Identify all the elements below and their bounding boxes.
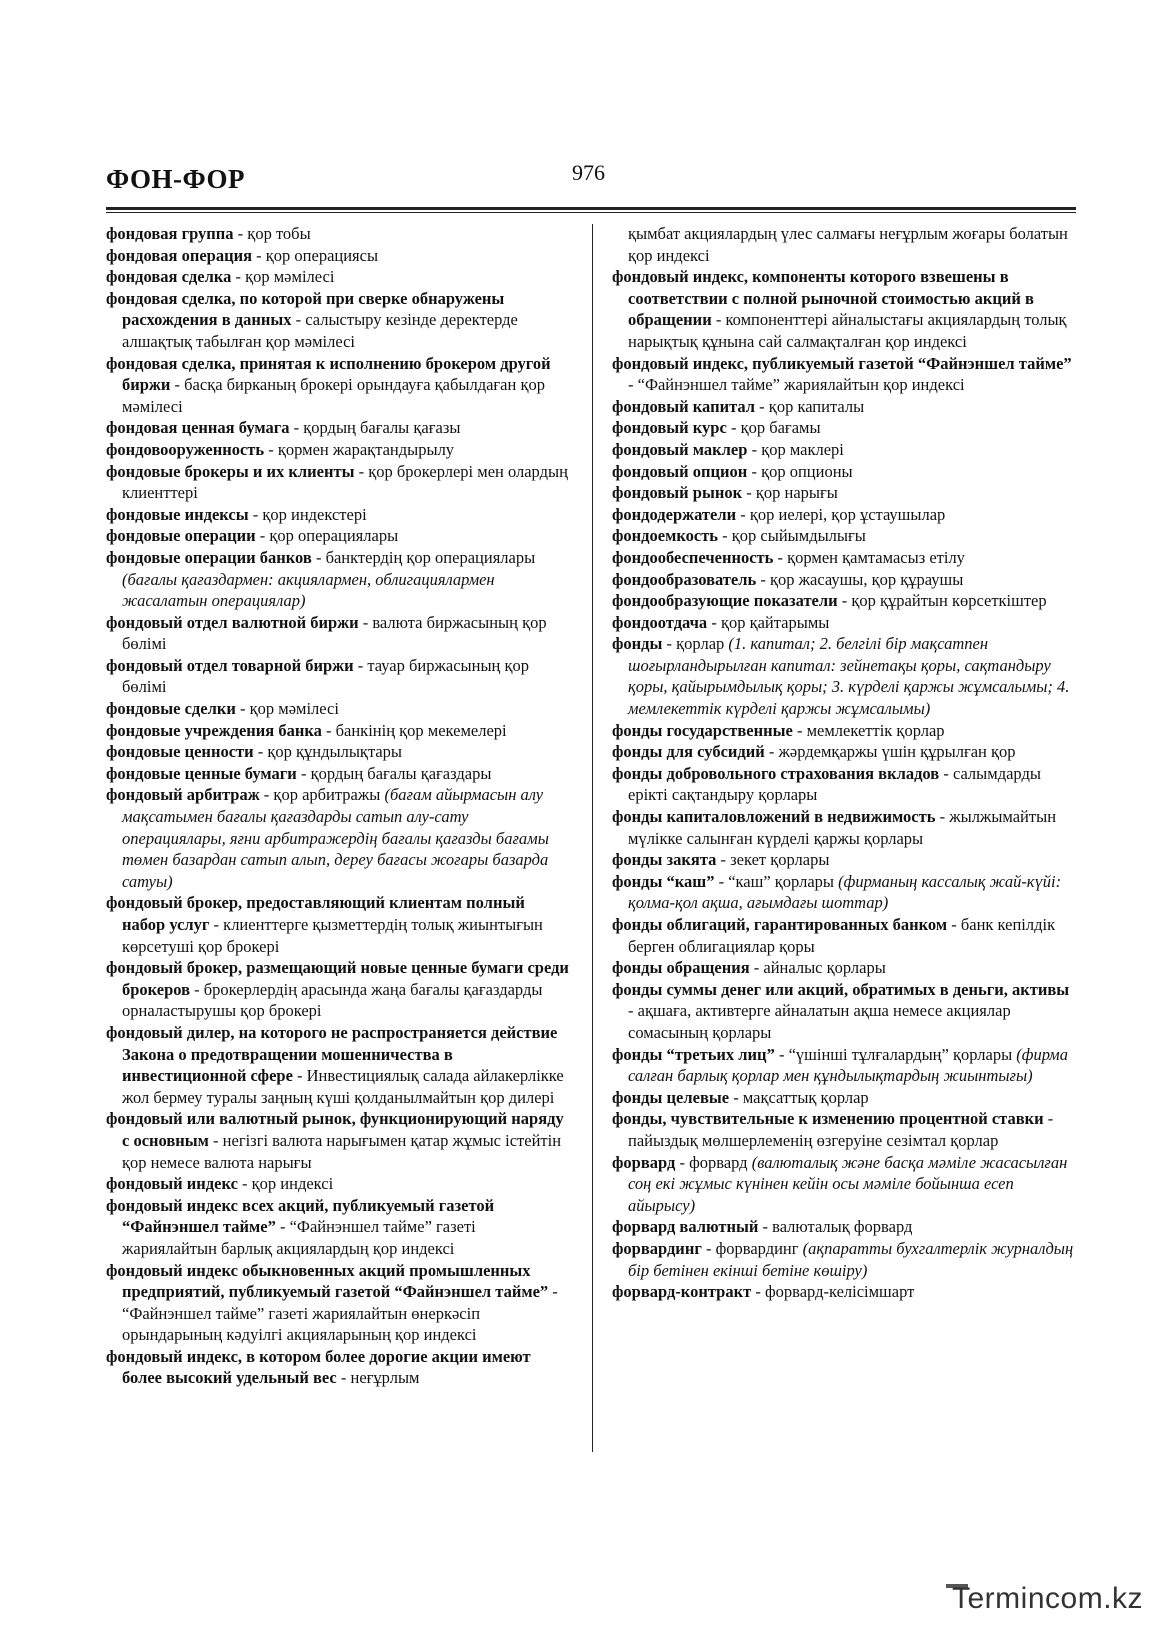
entry-definition: қор иелері, қор ұстаушылар xyxy=(749,504,946,524)
entry-definition: қор бағамы xyxy=(740,418,821,438)
dictionary-entry xyxy=(612,1238,1076,1281)
entry-term: фонды для субсидий xyxy=(612,742,765,762)
dictionary-entry xyxy=(612,482,1076,504)
dictionary-entry xyxy=(106,1260,572,1346)
entry-separator: - xyxy=(947,915,961,934)
entry-term: фондовый рынок xyxy=(612,483,743,503)
entry-definition: қор тобы xyxy=(247,224,311,243)
entry-definition: валюталық форвард xyxy=(772,1217,913,1237)
dictionary-entry xyxy=(106,353,572,418)
dictionary-entry xyxy=(612,590,1076,612)
entry-definition: “Файнэншел тайме” газеті жариялайтын өнеркәсіп орындарының кәдуілгі акцияларының қор индексі xyxy=(122,1303,481,1345)
entry-definition: жәрдемқаржы үшін құрылған қор xyxy=(778,742,1016,762)
entry-term: фондовый индекс, публикуемый газетой “Файнэншел тайме” xyxy=(612,353,1072,373)
watermark-text: Termincom.kz xyxy=(952,1582,1144,1615)
entry-term: фонды xyxy=(612,634,663,654)
dictionary-entry xyxy=(612,957,1076,979)
entry-definition: қордың бағалы қағаздары xyxy=(310,763,492,783)
dictionary-entry xyxy=(106,655,572,698)
dictionary-entry xyxy=(612,1087,1076,1109)
entry-separator: - xyxy=(837,591,852,611)
entry-definition: форвард-келісімшарт xyxy=(764,1282,915,1302)
entry-separator: - xyxy=(358,612,373,632)
dictionary-entry xyxy=(612,806,1076,849)
entry-separator: - xyxy=(1043,1109,1054,1129)
entry-term: фондовые операции xyxy=(106,526,256,546)
dictionary-entry xyxy=(106,784,572,892)
entry-term: фондодержатели xyxy=(612,504,737,524)
entry-separator: - xyxy=(321,720,336,740)
entry-term: фонды закята xyxy=(612,850,717,870)
entry-term: фондообеспеченность xyxy=(612,547,774,567)
dictionary-entry xyxy=(106,223,572,245)
entry-term: форвардинг xyxy=(612,1238,702,1258)
entry-definition: қор нарығы xyxy=(755,483,838,503)
entry-definition: жылжымайтын мүлікке салынған күрделі қаржы қорлары xyxy=(628,807,1057,848)
entry-separator: - xyxy=(755,396,769,416)
entry-separator: - xyxy=(701,1238,716,1258)
entry-separator: - xyxy=(726,418,741,438)
entry-separator: - xyxy=(170,375,185,395)
dictionary-entry xyxy=(106,1195,572,1260)
entry-separator: - xyxy=(628,375,638,395)
entry-definition: салымдарды ерікті сақтандыру қорлары xyxy=(628,763,1041,805)
entry-note: (фирманың кассалық жай-күйі: қолма-қол ақша, ағымдағы шоттар) xyxy=(628,871,1062,913)
entry-definition: “каш” қорлары xyxy=(728,871,834,891)
entry-term: фондовая сделка, принятая к исполнению брокером другой биржи xyxy=(106,353,551,395)
entry-term: фондовый индекс xyxy=(106,1174,238,1194)
entry-separator: - xyxy=(296,763,311,783)
entry-definition: банк кепілдік берген облигациялар қоры xyxy=(628,915,1056,956)
entry-term: фондовый индекс, компоненты которого взвешены в соответствии с полной рыночной стоимостью акций в обращении xyxy=(612,267,1034,330)
entry-term: фондовые индексы xyxy=(106,504,249,524)
entry-term: фонды “третьих лиц” xyxy=(612,1044,775,1064)
entry-term: фонды государственные xyxy=(612,720,793,740)
entry-term: фонды добровольного страхования вкладов xyxy=(612,763,940,783)
entry-term: фондообразователь xyxy=(612,569,757,589)
entry-separator: - xyxy=(751,1282,765,1302)
header-rule-thin xyxy=(106,212,1076,213)
entry-separator: - xyxy=(354,461,369,481)
entry-term: фонды “каш” xyxy=(612,871,715,891)
entry-term: фондовый отдел товарной биржи xyxy=(106,655,354,675)
entry-term: фондовый маклер xyxy=(612,439,748,459)
page-header xyxy=(106,150,1076,212)
entry-definition: қор сыйымдылығы xyxy=(731,526,866,546)
dictionary-entry xyxy=(106,245,572,267)
entry-term: фондовые ценные бумаги xyxy=(106,763,297,783)
entry-term: фондовый индекс всех акций, публикуемый газетой “Файнэншел тайме” xyxy=(106,1195,495,1237)
entry-separator: - xyxy=(237,1174,252,1194)
entry-term: фондовая ценная бумага xyxy=(106,418,290,438)
dictionary-entry xyxy=(612,353,1076,396)
entry-definition: қор опционы xyxy=(761,461,853,481)
running-head: ФОН-ФОР xyxy=(106,164,246,194)
entry-term: фонды обращения xyxy=(612,958,750,978)
entry-separator: - xyxy=(662,634,677,654)
entry-note: (бағам айырмасын алу мақсатымен бағалы қағаздарды сатып алу-сату операциялары, яғни арбитражердің бағалы қағазды бағамы төмен базардан сатып алып, дереу бағасы жоғары базарда сатуы) xyxy=(122,785,549,891)
entry-definition: брокерлердің арасында жаңа бағалы қағаздарды орналастырушы қор брокері xyxy=(122,979,543,1021)
entry-term: фондоемкость xyxy=(612,526,719,546)
entry-definition: “Файнэншел тайме” жариялайтын қор индексі xyxy=(637,375,965,395)
dictionary-entry xyxy=(612,547,1076,569)
entry-definition: қор операциялары xyxy=(269,526,399,546)
dictionary-entry xyxy=(106,1108,572,1173)
entry-definition: негізгі валюта нарығымен қатар жұмыс істейтін қор немесе валюта нарығы xyxy=(122,1130,562,1172)
entry-separator: - xyxy=(231,267,246,287)
entry-definition: “үшінші тұлғалардың” қорлары xyxy=(788,1044,1013,1064)
left-column xyxy=(106,223,572,1389)
entry-term: фондовый опцион xyxy=(612,461,748,481)
dictionary-entry xyxy=(612,525,1076,547)
entry-separator: - xyxy=(764,742,779,762)
dictionary-entry xyxy=(612,979,1076,1044)
site-watermark xyxy=(946,1582,1146,1624)
entry-definition: қор арбитражы xyxy=(273,785,381,805)
entry-separator: - xyxy=(209,915,224,934)
dictionary-entry xyxy=(106,417,572,439)
entry-separator: - xyxy=(291,310,306,330)
entry-definition: қор брокерлері мен олардың клиенттері xyxy=(122,461,568,503)
entry-separator: - xyxy=(353,655,368,675)
entry-definition: қор құндылықтары xyxy=(267,742,403,762)
continued-entry xyxy=(612,223,1076,266)
entry-separator: - xyxy=(190,979,204,999)
entry-term: фонды, чувствительные к изменению процентной ставки xyxy=(612,1109,1044,1129)
entry-separator: - xyxy=(311,547,326,567)
entry-separator: - xyxy=(208,1130,223,1150)
dictionary-entry xyxy=(106,957,572,1022)
entry-term: фондовый курс xyxy=(612,418,727,438)
entry-definition: қор операциясы xyxy=(265,245,379,265)
entry-definition: салыстыру кезінде деректерде алшақтық табылған қор мәмілесі xyxy=(122,310,518,351)
entry-separator: - xyxy=(774,1044,789,1064)
entry-separator: - xyxy=(253,742,268,762)
entry-note: (валюталық және басқа мәміле жасасылған соң екі жұмыс күнінен кейін осы мәміле бойынша есеп айырысу) xyxy=(628,1152,1068,1215)
entry-definition: қор маклері xyxy=(761,439,844,459)
entry-term: фондовая сделка xyxy=(106,267,232,287)
entry-note: (ақпаратты бухгалтерлік журналдың бір бетінен екінші бетіне көшіру) xyxy=(628,1238,1074,1280)
entry-separator: - xyxy=(773,547,788,567)
dictionary-entry xyxy=(106,1346,572,1389)
entry-term: фондообразующие показатели xyxy=(612,591,838,611)
dictionary-entry xyxy=(612,612,1076,634)
entry-separator: - xyxy=(275,1217,290,1237)
entry-separator: - xyxy=(939,763,953,783)
dictionary-entry xyxy=(106,288,572,353)
entry-definition: ақшаға, активтерге айналатын ақша немесе акциялар сомасының қорлары xyxy=(628,1001,1011,1042)
entry-definition: банктердің қор операциялары xyxy=(325,547,536,567)
dictionary-entry xyxy=(612,569,1076,591)
entry-term: фондовый брокер, предоставляющий клиентам полный набор услуг xyxy=(106,893,525,934)
entry-separator: - xyxy=(747,461,762,481)
entry-separator: - xyxy=(675,1152,690,1172)
entry-definition: қор индексі xyxy=(251,1174,334,1194)
entry-term: фондовооруженность xyxy=(106,439,265,459)
entry-separator: - xyxy=(264,439,278,459)
dictionary-entry xyxy=(612,720,1076,742)
entry-term: фондовый капитал xyxy=(612,396,756,416)
entry-term: фондоотдача xyxy=(612,612,708,632)
dictionary-entry xyxy=(106,698,572,720)
dictionary-entry xyxy=(612,763,1076,806)
entry-term: фондовая группа xyxy=(106,224,234,243)
dictionary-entry xyxy=(612,1216,1076,1238)
entry-separator: - xyxy=(711,310,726,330)
page-number: 976 xyxy=(572,160,605,185)
entry-definition: айналыс қорлары xyxy=(763,958,886,978)
dictionary-entry xyxy=(612,1152,1076,1217)
entry-separator: - xyxy=(749,958,764,978)
entry-definition: форвард xyxy=(689,1152,748,1172)
entry-definition: қор мәмілесі xyxy=(249,699,339,719)
dictionary-entry xyxy=(612,461,1076,483)
entry-definition: неғұрлым xyxy=(350,1368,420,1388)
entry-term: фондовая сделка, по которой при сверке обнаружены расхождения в данных xyxy=(106,288,505,330)
dictionary-entry xyxy=(106,504,572,526)
entry-definition: қормен қамтамасыз етілу xyxy=(787,547,965,567)
column-divider xyxy=(592,224,593,1452)
entry-separator: - xyxy=(742,483,756,503)
entry-term: фондовые учреждения банка xyxy=(106,720,322,740)
entry-separator: - xyxy=(747,439,762,459)
entry-separator: - xyxy=(292,1066,307,1086)
entry-separator: - xyxy=(935,807,950,827)
entry-term: фондовый отдел валютной биржи xyxy=(106,612,359,632)
entry-separator: - xyxy=(758,1217,773,1237)
entry-term: фонды облигаций, гарантированных банком xyxy=(612,915,948,934)
entry-term: форвард-контракт xyxy=(612,1282,752,1302)
entry-separator: - xyxy=(548,1282,558,1302)
dictionary-entry xyxy=(106,1173,572,1195)
entry-definition: басқа бирканың брокері орындауға қабылдаған қор мәмілесі xyxy=(122,375,545,416)
dictionary-entry xyxy=(106,763,572,785)
dictionary-entry xyxy=(612,504,1076,526)
dictionary-entry xyxy=(106,439,572,461)
entry-separator: - xyxy=(792,720,807,740)
entry-definition: қор капиталы xyxy=(768,396,865,416)
dictionary-entry xyxy=(612,396,1076,418)
entry-separator: - xyxy=(718,526,732,546)
entry-term: фонды суммы денег или акций, обратимых в деньги, активы xyxy=(612,979,1070,999)
entry-term: фондовый или валютный рынок, функционирующий наряду с основным xyxy=(106,1109,564,1150)
dictionary-entry xyxy=(106,525,572,547)
dictionary-entry xyxy=(612,849,1076,871)
entry-definition: қор индекстері xyxy=(262,504,367,524)
entry-definition: қор жасаушы, қор құраушы xyxy=(769,569,964,589)
dictionary-entry xyxy=(612,266,1076,352)
entry-note: (1. капитал; 2. белгілі бір мақсатпен шоғырландырылған капитал: зейнетақы қоры, сақтандыру қоры, қайырымдылық қоры; 3. күрделі қаржы жұмсалымы; 4. мемлекеттік күрделі қаржы жұмсалымы) xyxy=(628,634,1070,719)
entry-definition: қормен жарақтандырылу xyxy=(277,439,455,459)
entry-definition: мемлекеттік қорлар xyxy=(806,720,945,740)
entry-term: фондовая операция xyxy=(106,245,253,265)
entry-definition: “Файнэншел тайме” газеті жариялайтын барлық акциялардың қор индексі xyxy=(122,1217,476,1258)
entry-definition: мақсаттық қорлар xyxy=(742,1087,869,1107)
entry-definition: тауар биржасының қор бөлімі xyxy=(122,655,529,697)
entry-term: форвард валютный xyxy=(612,1217,759,1237)
dictionary-entry xyxy=(612,871,1076,914)
dictionary-entry xyxy=(612,914,1076,957)
entry-definition: қор құрайтын көрсеткіштер xyxy=(851,591,1047,611)
dictionary-entry xyxy=(612,633,1076,719)
entry-note: (фирма салған барлық қорлар мен құндылықтардың жиынтығы) xyxy=(628,1044,1068,1086)
entry-separator: - xyxy=(336,1368,351,1388)
dictionary-entry xyxy=(612,1281,1076,1303)
entry-definition: қор қайтарымы xyxy=(720,612,830,632)
entry-separator: - xyxy=(233,224,248,243)
entry-definition: форвардинг xyxy=(715,1238,799,1258)
entry-definition: қор мәмілесі xyxy=(245,267,335,287)
entry-term: фондовый арбитраж xyxy=(106,785,260,805)
entry-term: фондовый индекс обыкновенных акций промышленных предприятий, публикуемый газетой “Файнэншел тайме” xyxy=(106,1260,549,1302)
entry-separator: - xyxy=(248,504,263,524)
entry-definition: валюта биржасының қор бөлімі xyxy=(122,612,547,654)
entry-term: фондовые сделки xyxy=(106,699,236,719)
entry-separator: - xyxy=(736,504,750,524)
entry-separator: - xyxy=(707,612,721,632)
entry-definition: қордың бағалы қағазы xyxy=(303,418,461,438)
entry-definition: қымбат акциялардың үлес салмағы неғұрлым жоғары болатын қор индексі xyxy=(628,224,1068,265)
entry-definition: Инвестициялық салада айлакерлікке жол бермеу туралы заңның күші қолданылмайтын қор дилері xyxy=(122,1066,564,1107)
entry-term: фондовый брокер, размещающий новые ценные бумаги среди брокеров xyxy=(106,958,569,999)
dictionary-entry xyxy=(106,1022,572,1108)
entry-term: фондовые операции банков xyxy=(106,547,312,567)
entry-separator: - xyxy=(235,699,250,719)
entry-separator: - xyxy=(714,871,729,891)
entry-definition: зекет қорлары xyxy=(730,850,830,870)
entry-separator: - xyxy=(729,1087,743,1107)
entry-term: фонды целевые xyxy=(612,1087,730,1107)
entry-separator: - xyxy=(255,526,270,546)
entry-term: фондовый дилер, на которого не распространяется действие Закона о предотвращении мошенничества в инвестиционной сфере xyxy=(106,1022,558,1086)
entry-separator: - xyxy=(716,850,731,870)
dictionary-entry xyxy=(106,461,572,504)
dictionary-entry xyxy=(612,417,1076,439)
entry-separator: - xyxy=(289,418,304,438)
dictionary-entry xyxy=(106,612,572,655)
dictionary-entry xyxy=(612,741,1076,763)
entry-term: фондовый индекс, в котором более дорогие акции имеют более высокий удельный вес xyxy=(106,1346,531,1388)
entry-definition: клиенттерге қызметтердің толық жиынтығын көрсетуші қор брокері xyxy=(122,915,543,956)
entry-separator: - xyxy=(259,785,274,805)
dictionary-entry xyxy=(612,1108,1076,1151)
entry-separator: - xyxy=(628,1001,638,1021)
dictionary-entry xyxy=(106,720,572,742)
entry-definition: қорлар xyxy=(676,634,725,654)
entry-term: форвард xyxy=(612,1152,676,1172)
entry-term: фондовые брокеры и их клиенты xyxy=(106,461,355,481)
entry-definition: банкінің қор мекемелері xyxy=(335,720,507,740)
header-rule-thick xyxy=(106,207,1076,210)
dictionary-entry xyxy=(106,266,572,288)
entry-definition: компоненттері айналыстағы акциялардың толық нарықтық құнына сай салмақталған қор индексі xyxy=(628,310,1067,351)
entry-definition: пайыздық мөлшерлеменің өзгеруіне сезімтал қорлар xyxy=(628,1130,999,1150)
entry-term: фондовые ценности xyxy=(106,742,254,762)
dictionary-entry xyxy=(106,741,572,763)
dictionary-entry xyxy=(106,547,572,612)
dictionary-entry xyxy=(612,439,1076,461)
entry-separator: - xyxy=(756,569,770,589)
dictionary-entry xyxy=(106,892,572,957)
entry-separator: - xyxy=(252,245,266,265)
right-column xyxy=(612,223,1076,1303)
entry-term: фонды капиталовложений в недвижимость xyxy=(612,807,936,827)
dictionary-entry xyxy=(612,1044,1076,1087)
entry-note: (бағалы қағаздармен: акциялармен, облигациялармен жасалатын операциялар) xyxy=(122,569,495,611)
